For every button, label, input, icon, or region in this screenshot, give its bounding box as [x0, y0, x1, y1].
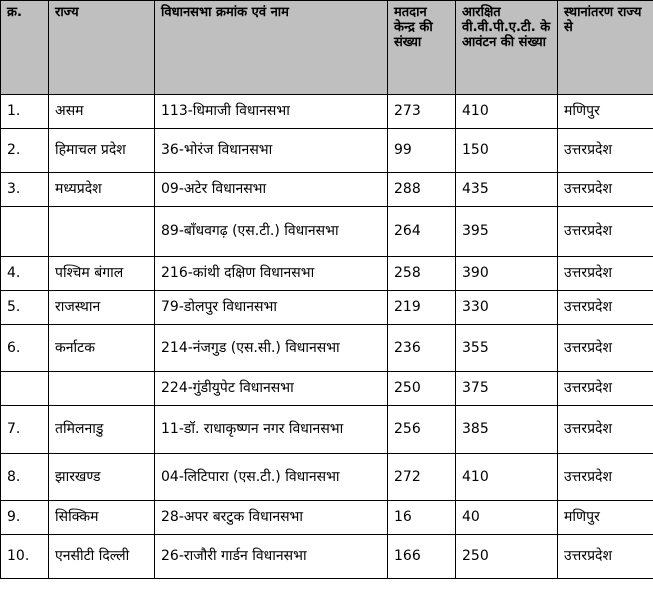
from-state-cell: उत्तरप्रदेश [558, 291, 653, 325]
state-cell [49, 207, 155, 257]
header-state: राज्य [49, 1, 155, 95]
vvpat-cell: 390 [456, 257, 558, 291]
table-row [1, 454, 653, 501]
polling-stations-cell: 272 [388, 454, 456, 501]
polling-stations-cell: 264 [388, 207, 456, 257]
constituency-cell: 214-नंजगुड (एस.सी.) विधानसभा [155, 325, 388, 372]
sno-cell: 10. [1, 535, 49, 579]
table-row [1, 291, 653, 325]
state-cell: एनसीटी दिल्ली [49, 535, 155, 579]
polling-stations-cell: 273 [388, 95, 456, 129]
table-row [1, 325, 653, 372]
polling-stations-cell: 256 [388, 406, 456, 454]
table-row [1, 173, 653, 207]
table-row [1, 129, 653, 173]
from-state-cell: उत्तरप्रदेश [558, 325, 653, 372]
constituency-cell: 36-भोरंज विधानसभा [155, 129, 388, 173]
vvpat-cell: 385 [456, 406, 558, 454]
state-cell: राजस्थान [49, 291, 155, 325]
from-state-cell: उत्तरप्रदेश [558, 173, 653, 207]
from-state-cell: उत्तरप्रदेश [558, 406, 653, 454]
sno-cell: 3. [1, 173, 49, 207]
state-cell: कर्नाटक [49, 325, 155, 372]
state-cell: मध्यप्रदेश [49, 173, 155, 207]
from-state-cell: उत्तरप्रदेश [558, 129, 653, 173]
sno-cell: 2. [1, 129, 49, 173]
state-cell: हिमाचल प्रदेश [49, 129, 155, 173]
constituency-cell: 216-कांथी दक्षिण विधानसभा [155, 257, 388, 291]
constituency-cell: 224-गुंडीयुपेट विधानसभा [155, 372, 388, 406]
constituency-cell: 26-राजौरी गार्डन विधानसभा [155, 535, 388, 579]
constituency-cell: 79-डोलपुर विधानसभा [155, 291, 388, 325]
sno-cell: 6. [1, 325, 49, 372]
vvpat-cell: 410 [456, 95, 558, 129]
table-row [1, 372, 653, 406]
sno-cell: 5. [1, 291, 49, 325]
vvpat-cell: 435 [456, 173, 558, 207]
vvpat-cell: 150 [456, 129, 558, 173]
from-state-cell: उत्तरप्रदेश [558, 207, 653, 257]
constituency-cell: 11-डॉ. राधाकृष्णन नगर विधानसभा [155, 406, 388, 454]
from-state-cell: मणिपुर [558, 501, 653, 535]
header-row [1, 1, 653, 95]
polling-stations-cell: 288 [388, 173, 456, 207]
header-constituency: विधानसभा क्रमांक एवं नाम [155, 1, 388, 95]
header-polling-stations: मतदान केन्द्र की संख्या [388, 1, 456, 95]
sno-cell: 1. [1, 95, 49, 129]
table-row [1, 406, 653, 454]
polling-stations-cell: 250 [388, 372, 456, 406]
vvpat-cell: 250 [456, 535, 558, 579]
from-state-cell: उत्तरप्रदेश [558, 535, 653, 579]
vvpat-cell: 40 [456, 501, 558, 535]
vvpat-cell: 410 [456, 454, 558, 501]
vvpat-cell: 355 [456, 325, 558, 372]
sno-cell: 8. [1, 454, 49, 501]
sno-cell [1, 372, 49, 406]
polling-stations-cell: 99 [388, 129, 456, 173]
vvpat-cell: 330 [456, 291, 558, 325]
from-state-cell: मणिपुर [558, 95, 653, 129]
state-cell [49, 372, 155, 406]
constituency-cell: 113-धिमाजी विधानसभा [155, 95, 388, 129]
polling-stations-cell: 236 [388, 325, 456, 372]
vvpat-cell: 375 [456, 372, 558, 406]
state-cell: पश्चिम बंगाल [49, 257, 155, 291]
table-row [1, 207, 653, 257]
vvpat-cell: 395 [456, 207, 558, 257]
sno-cell [1, 207, 49, 257]
header-vvpat: आरक्षित वी.वी.पी.ए.टी. के आवंटन की संख्या [456, 1, 558, 95]
state-cell: झारखण्ड [49, 454, 155, 501]
constituency-cell: 04-लिटिपारा (एस.टी.) विधानसभा [155, 454, 388, 501]
constituency-cell: 28-अपर बरटुक विधानसभा [155, 501, 388, 535]
polling-stations-cell: 219 [388, 291, 456, 325]
sno-cell: 9. [1, 501, 49, 535]
table-row [1, 257, 653, 291]
header-sno: क्र. [1, 1, 49, 95]
sno-cell: 4. [1, 257, 49, 291]
from-state-cell: उत्तरप्रदेश [558, 257, 653, 291]
polling-stations-cell: 258 [388, 257, 456, 291]
from-state-cell: उत्तरप्रदेश [558, 454, 653, 501]
sno-cell: 7. [1, 406, 49, 454]
constituency-cell: 89-बाँधवगढ़ (एस.टी.) विधानसभा [155, 207, 388, 257]
state-cell: सिक्किम [49, 501, 155, 535]
table-row [1, 95, 653, 129]
state-cell: तमिलनाडु [49, 406, 155, 454]
header-from-state: स्थानांतरण राज्य से [558, 1, 653, 95]
table-row [1, 535, 653, 579]
polling-stations-cell: 16 [388, 501, 456, 535]
from-state-cell: उत्तरप्रदेश [558, 372, 653, 406]
table-row [1, 501, 653, 535]
polling-stations-cell: 166 [388, 535, 456, 579]
constituency-cell: 09-अटेर विधानसभा [155, 173, 388, 207]
state-cell: असम [49, 95, 155, 129]
